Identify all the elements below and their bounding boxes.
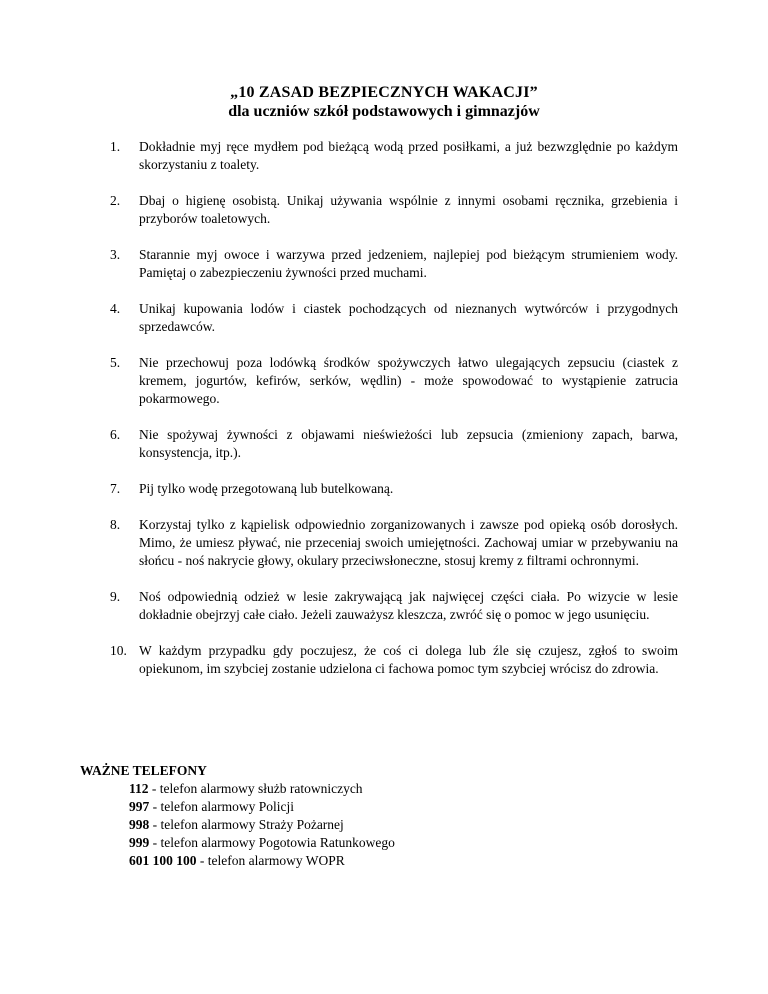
phone-number: 998 bbox=[129, 817, 150, 832]
phone-entry bbox=[129, 816, 680, 834]
phone-entry bbox=[129, 834, 680, 852]
rule-item bbox=[110, 426, 678, 462]
phone-list bbox=[80, 780, 680, 870]
title-subtitle: dla uczniów szkół podstawowych i gimnazjów bbox=[228, 103, 540, 120]
rule-item bbox=[110, 192, 678, 228]
rule-item bbox=[110, 138, 678, 174]
rule-number: 1. bbox=[110, 139, 121, 154]
rule-item bbox=[110, 642, 678, 678]
phone-description: - telefon alarmowy WOPR bbox=[196, 853, 345, 868]
rule-number: 10. bbox=[110, 643, 127, 658]
phone-entry bbox=[129, 798, 680, 816]
rule-item bbox=[110, 246, 678, 282]
rule-text: Korzystaj tylko z kąpielisk odpowiednio zorganizowanych i zawsze pod opieką osób dorosłych. Mimo, że umiesz pływać, nie przeceniaj swoich umiejętności. Zachowaj umiar w przebywaniu na słońcu - noś nakrycie głowy, okulary przeciwsłoneczne, stosuj kremy z filtrami ochronnymi. bbox=[139, 517, 678, 568]
phones-heading: WAŻNE TELEFONY bbox=[80, 763, 207, 778]
phone-entry bbox=[129, 780, 680, 798]
rule-item bbox=[110, 588, 678, 624]
rule-number: 3. bbox=[110, 247, 121, 262]
rule-number: 8. bbox=[110, 517, 121, 532]
document-title bbox=[0, 84, 768, 121]
rule-number: 7. bbox=[110, 481, 121, 496]
phone-description: - telefon alarmowy Policji bbox=[149, 799, 294, 814]
rule-number: 4. bbox=[110, 301, 121, 316]
important-phones-section bbox=[80, 762, 680, 870]
rule-text: Dbaj o higienę osobistą. Unikaj używania wspólnie z innymi osobami ręcznika, grzebienia i przyborów toaletowych. bbox=[139, 193, 678, 226]
rule-text: Unikaj kupowania lodów i ciastek pochodzących od nieznanych wytwórców i przygodnych sprzedawców. bbox=[139, 301, 678, 334]
rule-text: Pij tylko wodę przegotowaną lub butelkowaną. bbox=[139, 481, 394, 496]
phone-description: - telefon alarmowy służb ratowniczych bbox=[148, 781, 363, 796]
phone-entry bbox=[129, 852, 680, 870]
rule-number: 2. bbox=[110, 193, 121, 208]
rule-item bbox=[110, 354, 678, 408]
title-main: „10 ZASAD BEZPIECZNYCH WAKACJI” bbox=[230, 84, 538, 101]
phone-description: - telefon alarmowy Straży Pożarnej bbox=[149, 817, 344, 832]
rule-text: Dokładnie myj ręce mydłem pod bieżącą wodą przed posiłkami, a już bezwzględnie po każdym skorzystaniu z toalety. bbox=[139, 139, 678, 172]
rule-item bbox=[110, 516, 678, 570]
phone-number: 601 100 100 bbox=[129, 853, 197, 868]
rule-text: Nie przechowuj poza lodówką środków spożywczych łatwo ulegających zepsuciu (ciastek z kremem, jogurtów, kefirów, serków, wędlin) - może spowodować to wystąpienie zatrucia pokarmowego. bbox=[139, 355, 678, 406]
phone-number: 997 bbox=[129, 799, 150, 814]
phone-number: 112 bbox=[129, 781, 149, 796]
rule-text: Nie spożywaj żywności z objawami nieświeżości lub zepsucia (zmieniony zapach, barwa, konsystencja, itp.). bbox=[139, 427, 678, 460]
phone-number: 999 bbox=[129, 835, 150, 850]
rule-item bbox=[110, 480, 678, 498]
rule-number: 5. bbox=[110, 355, 121, 370]
rule-number: 9. bbox=[110, 589, 121, 604]
rule-number: 6. bbox=[110, 427, 121, 442]
rules-list bbox=[110, 138, 678, 696]
rule-text: Starannie myj owoce i warzywa przed jedzeniem, najlepiej pod bieżącym strumieniem wody. Pamiętaj o zabezpieczeniu żywności przed muchami. bbox=[139, 247, 678, 280]
phone-description: - telefon alarmowy Pogotowia Ratunkowego bbox=[149, 835, 395, 850]
rule-text: W każdym przypadku gdy poczujesz, że coś ci dolega lub źle się czujesz, zgłoś to swoim opiekunom, im szybciej zostanie udzielona ci fachowa pomoc tym szybciej wrócisz do zdrowia. bbox=[139, 643, 678, 676]
rule-item bbox=[110, 300, 678, 336]
rule-text: Noś odpowiednią odzież w lesie zakrywającą jak najwięcej części ciała. Po wizycie w lesie dokładnie obejrzyj całe ciało. Jeżeli zauważysz kleszcza, zwróć się o pomoc w jego usunięciu. bbox=[139, 589, 678, 622]
